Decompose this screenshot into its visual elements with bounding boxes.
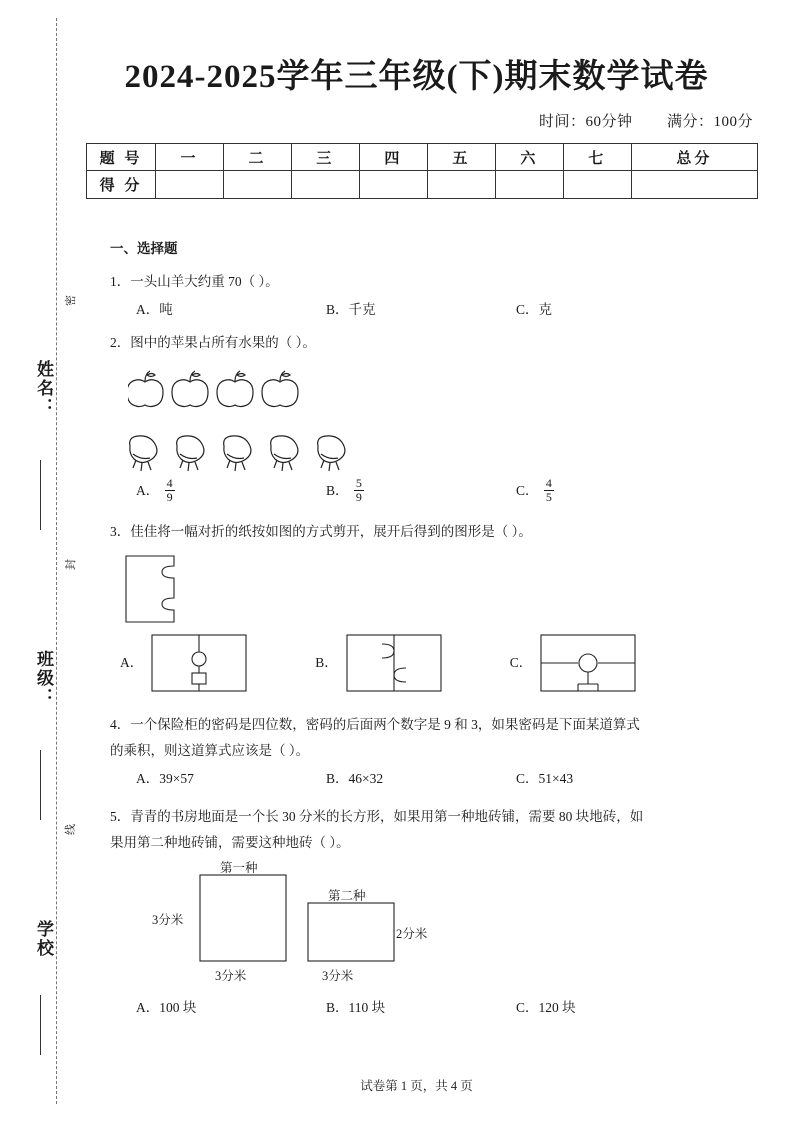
question-5-text: 青青的书房地面是一个长 30 分米的长方形，如果用第一种地砖铺，需要 80 块地砖，如	[130, 809, 644, 825]
tiles-figure	[150, 861, 760, 991]
seal-column	[20, 60, 76, 1060]
question-5-option-b[interactable]	[326, 995, 516, 1021]
score-cell-1[interactable]	[156, 171, 224, 199]
fraction-c-numerator: 4	[545, 476, 552, 491]
question-3-text: 佳佳将一幅对折的纸按如图的方式剪开，展开后得到的图形是（ ）。	[130, 523, 532, 539]
question-4-options	[110, 766, 760, 792]
question-5-text-line2: 果用第二种地砖铺，需要这种地砖（ ）。	[110, 834, 350, 850]
question-3-option-b-figure[interactable]	[344, 632, 444, 694]
question-1-number: 1．	[110, 273, 131, 289]
option-a-text: 39×57	[159, 771, 194, 787]
question-2-number: 2．	[110, 334, 131, 350]
option-b-label: B．	[326, 482, 349, 498]
score-table-col-2: 二	[223, 144, 291, 171]
option-c-text: 51×43	[538, 771, 574, 787]
question-4-text: 一个保险柜的密码是四位数，密码的后面两个数字是 9 和 3，如果密码是下面某道算式	[130, 717, 640, 733]
question-2-option-c[interactable]	[516, 478, 706, 505]
question-3-option-a-label: A．	[120, 655, 144, 671]
score-cell-6[interactable]	[495, 171, 563, 199]
question-5-option-a[interactable]	[136, 995, 326, 1021]
question-4-text-line2: 的乘积，则这道算式应该是（ ）。	[110, 742, 310, 758]
seal-bar-2	[40, 750, 42, 820]
fraction-b-denominator: 9	[355, 489, 362, 504]
question-4	[110, 712, 760, 738]
question-3-option-b-label: B．	[315, 655, 338, 671]
option-c-label: C．	[516, 482, 539, 498]
seal-label-name: 姓名：	[34, 360, 53, 417]
question-2-option-a[interactable]	[136, 478, 326, 505]
fraction-b	[354, 477, 364, 503]
question-5-options	[110, 995, 760, 1021]
question-3-option-c-figure[interactable]	[538, 632, 638, 694]
option-a-label: A．	[136, 1000, 160, 1016]
peaches-drawing	[128, 432, 393, 472]
fraction-a-numerator: 4	[166, 476, 173, 491]
question-5-number: 5．	[110, 809, 131, 825]
tile-2-caption: 第二种	[328, 889, 366, 904]
option-b-text: 110 块	[348, 1000, 386, 1016]
seal-bar-1	[40, 460, 42, 530]
score-table-row-label-score: 得 分	[87, 171, 156, 199]
folded-paper-figure	[122, 552, 760, 628]
tile-2-side-label: 2分米	[396, 927, 428, 942]
question-1-option-a[interactable]	[136, 297, 326, 323]
question-2-options	[110, 478, 760, 505]
seal-label-class: 班级：	[34, 650, 53, 707]
score-table-col-3: 三	[291, 144, 359, 171]
score-table-row-label-number: 题 号	[87, 144, 156, 171]
question-3-option-a-figure[interactable]	[149, 632, 249, 694]
fraction-c-denominator: 5	[545, 489, 552, 504]
tile-1-caption: 第一种	[220, 861, 258, 876]
question-4-number: 4．	[110, 717, 131, 733]
score-table-col-5: 五	[427, 144, 495, 171]
fraction-a	[165, 477, 175, 503]
question-4-option-c[interactable]	[516, 766, 706, 792]
seal-mark-feng: 封	[65, 559, 77, 570]
apples-and-peaches-drawing	[128, 362, 388, 434]
score-table-col-4: 四	[359, 144, 427, 171]
question-1-option-b[interactable]	[326, 297, 516, 323]
option-b-label: B．	[326, 1000, 349, 1016]
section-heading-choice: 一、选择题	[110, 241, 178, 256]
tile-2-bottom-label: 3分米	[322, 969, 354, 984]
seal-mark-xian: 线	[65, 824, 77, 835]
score-table-header-row	[87, 144, 758, 171]
question-5-option-c[interactable]	[516, 995, 706, 1021]
seal-label-school: 学校	[34, 920, 53, 958]
tile-1-side-label: 3分米	[152, 913, 184, 928]
exam-meta	[539, 110, 753, 131]
score-cell-3[interactable]	[291, 171, 359, 199]
fraction-b-numerator: 5	[355, 476, 362, 491]
option-a-text: 吨	[159, 302, 173, 318]
option-b-text: 46×32	[348, 771, 384, 787]
option-b-label: B．	[326, 302, 349, 318]
score-table	[86, 143, 758, 199]
option-b-label: B．	[326, 771, 349, 787]
fraction-c	[544, 477, 554, 503]
option-c-text: 克	[538, 302, 553, 318]
page-footer: 试卷第 1 页，共 4 页	[360, 1079, 473, 1093]
question-1-option-c[interactable]	[516, 297, 706, 323]
question-5	[110, 804, 760, 830]
fruit-figure	[128, 362, 760, 472]
question-3	[110, 519, 760, 545]
question-2-option-b[interactable]	[326, 478, 516, 505]
question-1	[110, 269, 760, 295]
option-c-label: C．	[516, 771, 539, 787]
option-c-text: 120 块	[538, 1000, 576, 1016]
question-3-number: 3．	[110, 523, 131, 539]
option-a-text: 100 块	[159, 1000, 197, 1016]
exam-body	[110, 236, 760, 1021]
score-table-col-1: 一	[156, 144, 224, 171]
score-table-col-7: 七	[563, 144, 631, 171]
score-table-col-6: 六	[495, 144, 563, 171]
question-2-text: 图中的苹果占所有水果的（ ）。	[130, 334, 316, 350]
option-c-label: C．	[516, 1000, 539, 1016]
folded-paper-drawing	[122, 552, 192, 628]
question-4-option-b[interactable]	[326, 766, 516, 792]
score-cell-7[interactable]	[563, 171, 631, 199]
question-1-options	[110, 297, 760, 323]
question-2	[110, 330, 760, 356]
score-table-col-total: 总分	[631, 144, 757, 171]
option-a-label: A．	[136, 771, 160, 787]
score-cell-5[interactable]	[427, 171, 495, 199]
score-cell-total[interactable]	[631, 171, 757, 199]
total-score: 满分：100分	[666, 114, 753, 130]
question-3-option-c-label: C．	[509, 655, 533, 671]
seal-mark-mi: 密	[65, 295, 77, 306]
option-a-label: A．	[136, 482, 160, 498]
question-4-option-a[interactable]	[136, 766, 326, 792]
score-cell-2[interactable]	[223, 171, 291, 199]
fraction-a-denominator: 9	[166, 489, 173, 504]
score-cell-4[interactable]	[359, 171, 427, 199]
score-table-value-row	[87, 171, 758, 199]
option-b-text: 千克	[348, 302, 376, 318]
question-1-text: 一头山羊大约重 70（ ）。	[130, 273, 279, 289]
tile-1-bottom-label: 3分米	[215, 969, 247, 984]
option-c-label: C．	[516, 302, 539, 318]
seal-bar-3	[40, 995, 42, 1055]
tiles-drawing	[150, 861, 480, 989]
page-title: 2024-2025学年三年级(下)期末数学试卷	[124, 59, 709, 95]
time-limit: 时间：60分钟	[538, 114, 633, 130]
question-3-options	[120, 632, 760, 694]
option-a-label: A．	[136, 302, 160, 318]
